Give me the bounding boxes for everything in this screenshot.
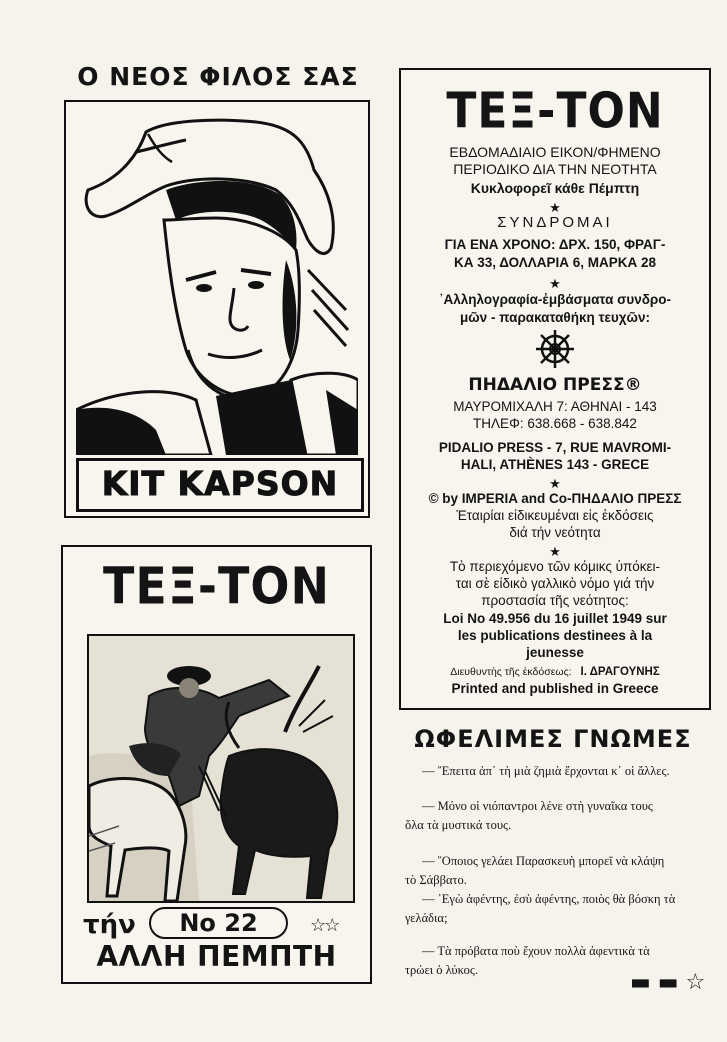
law-line-6: jeunesse	[526, 645, 584, 660]
tex-ton-logo-masthead: ΤΕΞ-ΤΟΝ	[446, 82, 664, 141]
publisher-name: ΠΗΔΑΛΙΟ ΠΡΕΣΣ®	[468, 375, 642, 395]
subscriptions-line-1: ΓΙΑ ΕΝΑ ΧΡΟΝΟ: ΔΡΧ. 150, ΦΡΑΓ-	[444, 237, 666, 252]
star-icon: ★	[549, 476, 561, 491]
publication-day: Κυκλοφορεῖ κάθε Πέμπτη	[470, 180, 640, 196]
end-mark-star-icon: ▬ ▬ ☆	[630, 970, 706, 995]
copyright-line-3: διά τήν νεότητα	[509, 525, 601, 540]
saying-5-line-1: — Τὰ πρόβατα ποὺ ἔχουν πολλὰ ἀφεντικὰ τὰ	[422, 944, 650, 958]
saying-5-line-2: τρώει ὁ λύκος.	[405, 963, 478, 977]
address-line-1: ΜΑΥΡΟΜΙΧΑΛΗ 7: ΑΘΗΝΑΙ - 143	[453, 399, 657, 414]
director-name: Ι. ΔΡΑΓΟΥΝΗΣ	[580, 666, 660, 678]
law-line-5: les publications destinees à la	[457, 628, 653, 643]
address-fr-line-2: HALI, ATHÈNES 143 - GRECE	[460, 457, 650, 472]
kit-kapson-portrait	[76, 110, 358, 455]
rodeo-scene-image	[89, 636, 353, 901]
subtitle-line-2: ΠΕΡΙΟΔΙΚΟ ΔΙΑ ΤΗΝ ΝΕΟΤΗΤΑ	[453, 161, 657, 177]
copyright-line-2: Ἑταιρίαι εἰδικευμέναι εἰς ἐκδόσεις	[456, 508, 654, 523]
mail-line-2: μῶν - παρακαταθήκη τευχῶν:	[460, 310, 650, 325]
star-outline-icon: ☆☆	[310, 915, 339, 935]
saying-4-line-2: γελάδια;	[405, 911, 448, 925]
saying-2-line-1: — Μόνο οἱ νιόπαντροι λένε στὴ γυναῖκα τους	[422, 799, 653, 813]
saying-2-line-2: ὅλα τὰ μυστικά τους.	[405, 818, 512, 832]
star-icon: ★	[549, 276, 561, 291]
hero-name-banner: KIT KAPSON	[76, 458, 364, 512]
director-line	[401, 664, 709, 681]
star-icon: ★	[549, 544, 561, 559]
subscriptions-title: ΣΥΝΔΡΟΜΑΙ	[497, 214, 613, 231]
printed-line: Printed and published in Greece	[451, 681, 659, 696]
mail-line-1: ᾿Αλληλογραφία-ἐμβάσματα συνδρο-	[438, 292, 672, 307]
star-icon: ★	[549, 200, 561, 215]
address-fr-line-1: PIDALIO PRESS - 7, RUE MAVROMI-	[438, 440, 672, 455]
subscriptions-line-2: ΚΑ 33, ΔΟΛΛΑΡΙΑ 6, ΜΑΡΚΑ 28	[453, 255, 657, 270]
copyright-line-1: © by IMPERIA and Co-ΠΗΔΑΛΙΟ ΠΡΕΣΣ	[428, 491, 682, 506]
next-issue-ad	[61, 545, 372, 984]
saying-4-line-1: — ᾿Εγὼ ἀφέντης, ἐσὺ ἀφέντης, ποιὸς θὰ βόσκη τὰ	[422, 892, 676, 906]
issue-number-badge: Νο 22	[149, 907, 288, 939]
useful-sayings-title: ΩΦΕΛΙΜΕΣ ΓΝΩΜΕΣ	[414, 725, 692, 753]
ship-wheel-icon	[531, 328, 579, 370]
page-heading-new-friend: Ο ΝΕΟΣ ΦΙΛΟΣ ΣΑΣ	[77, 62, 359, 91]
next-issue-cover-illustration	[87, 634, 355, 903]
subtitle-line-1: ΕΒΔΟΜΑΔΙΑΙΟ ΕΙΚΟΝ/ΦΗΜΕΝΟ	[449, 144, 661, 160]
masthead-info-panel	[399, 68, 711, 710]
kit-kapson-panel	[64, 100, 370, 518]
next-prefix: τήν	[83, 910, 136, 940]
director-label: Διευθυντὴς τῆς ἐκδόσεως:	[450, 666, 572, 678]
law-line-1: Τὸ περιεχόμενο τῶν κόμικς ὑπόκει-	[449, 559, 661, 574]
next-issue-row	[63, 907, 370, 940]
law-line-4: Loi No 49.956 du 16 juillet 1949 sur	[443, 611, 667, 626]
saying-3-line-1: — ῞Οποιος γελάει Παρασκευὴ μπορεῖ νὰ κλάψη	[422, 854, 665, 868]
next-day-label: ΑΛΛΗ ΠΕΜΠΤΗ	[96, 940, 337, 973]
saying-1: — ῎Επειτα ἀπ᾿ τὴ μιὰ ζημιὰ ἔρχονται κ᾿ οἱ ἄλλες.	[422, 764, 670, 778]
address-line-2: ΤΗΛΕΦ: 638.668 - 638.842	[473, 416, 637, 431]
saying-3-line-2: τὸ Σάββατο.	[405, 873, 467, 887]
law-line-3: προστασία τῆς νεότητος:	[481, 593, 629, 608]
tex-ton-logo-ad: ΤΕΞ-ΤΟΝ	[103, 556, 330, 616]
law-line-2: ται σὲ εἰδικὸ γαλλικὸ νόμο γιά τήν	[455, 576, 655, 591]
